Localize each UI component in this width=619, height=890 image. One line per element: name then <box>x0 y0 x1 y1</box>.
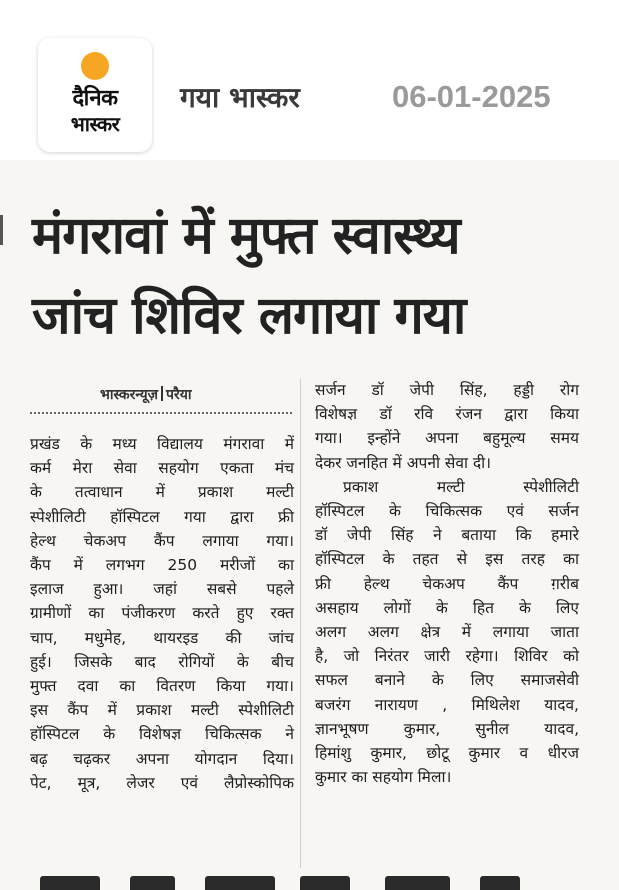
article-line: फ्री हेल्थ चेकअप कैंप ग़रीब <box>315 574 579 593</box>
cutoff-glyph <box>480 876 520 890</box>
cutoff-glyph <box>130 876 175 890</box>
article-line: कैंप में लगभग 250 मरीजों का <box>30 556 294 575</box>
next-headline-cutoff <box>0 868 619 890</box>
byline-divider <box>30 412 292 414</box>
article-line: गया। इन्होंने अपना बहुमूल्य समय <box>315 429 579 448</box>
article-line: हेल्थ चेकअप कैंप लगाया गया। <box>30 531 294 550</box>
article-line: स्पेशीलिटी हॉस्पिटल गया द्वारा फ्री <box>30 507 294 526</box>
article-line: प्रखंड के मध्य विद्यालय मंगरावा में <box>30 435 294 453</box>
article-line: बढ़ चढ़कर अपना योगदान दिया। <box>30 749 294 768</box>
edition-name: गया भास्कर <box>180 81 300 114</box>
article-line: कर्म मेरा सेवा सहयोग एकता मंच <box>30 459 294 478</box>
logo-text-dainik: दैनिक <box>72 86 118 111</box>
headline-line-2: जांच शिविर लगाया गया <box>32 286 466 346</box>
article-line: देकर जनहित में अपनी सेवा दी। <box>315 453 492 472</box>
byline-separator <box>161 386 163 401</box>
article-line: ग्रामीणों का पंजीकरण करते हुए रक्त <box>30 604 294 623</box>
article-line: अलग अलग क्षेत्र में लगाया जाता <box>315 623 579 642</box>
article-line: के तत्वाधान में प्रकाश मल्टी <box>30 483 294 502</box>
article-line: चाप, मधुमेह, थायरइड की जांच <box>30 628 294 647</box>
cutoff-glyph <box>385 876 450 890</box>
byline-agency: भास्करन्यूज़ <box>100 387 159 403</box>
article-line: प्रकाश मल्टी स्पेशीलिटी <box>343 477 579 496</box>
article-line: पेट, मूत्र, लेजर एवं लैप्रोस्कोपिक <box>30 773 294 792</box>
article-line: ज्ञानभूषण कुमार, सुनील यादव, <box>315 719 579 738</box>
column-divider <box>300 378 301 868</box>
article-column-right <box>315 378 579 789</box>
cutoff-glyph <box>300 876 350 890</box>
sun-icon <box>81 52 109 80</box>
article-line: मुफ्त दवा का वितरण किया गया। <box>30 677 294 696</box>
article-line: हॉस्पिटल के चिकित्सक एवं सर्जन <box>315 502 579 521</box>
article-column-left <box>30 432 294 795</box>
dainik-bhaskar-logo[interactable] <box>38 38 152 152</box>
article-line: हुई। जिसके बाद रोगियों के बीच <box>30 652 294 671</box>
article-line: हॉस्पिटल के विशेषज्ञ चिकित्सक ने <box>30 725 294 744</box>
cutoff-glyph <box>205 876 275 890</box>
edition-date: 06-01-2025 <box>392 79 551 114</box>
article-line: विशेषज्ञ डॉ रवि रंजन द्वारा किया <box>315 405 579 424</box>
app-header <box>0 0 619 160</box>
article-line: कुमार का सहयोग मिला। <box>315 768 452 787</box>
article-line: है, जो निरंतर जारी रहेगा। शिविर को <box>315 647 579 666</box>
cutoff-glyph <box>40 876 100 890</box>
article-line: बजरंग नारायण , मिथिलेश यादव, <box>315 695 579 714</box>
byline-place: परैया <box>166 387 192 403</box>
headline-line-1: मंगरावां में मुफ्त स्वास्थ्य <box>32 206 460 266</box>
article-line: सफल बनाने के लिए समाजसेवी <box>315 671 579 690</box>
article-line: इलाज हुआ। जहां सबसे पहले <box>30 580 294 599</box>
article-byline <box>100 385 191 404</box>
clipping-edge-mark <box>0 215 3 245</box>
article-line: डॉ जेपी सिंह ने बताया कि हमारे <box>315 526 579 545</box>
article-line: इस कैंप में प्रकाश मल्टी स्पेशीलिटी <box>30 701 294 720</box>
article-line: असहाय लोगों के हित के लिए <box>315 598 579 617</box>
article-line: हॉस्पिटल के तहत से इस तरह का <box>315 550 579 569</box>
logo-text-bhaskar: भास्कर <box>70 112 120 136</box>
article-line: सर्जन डॉ जेपी सिंह, हड्डी रोग <box>315 381 579 399</box>
article-line: हिमांशु कुमार, छोटू कुमार व धीरज <box>315 744 579 763</box>
